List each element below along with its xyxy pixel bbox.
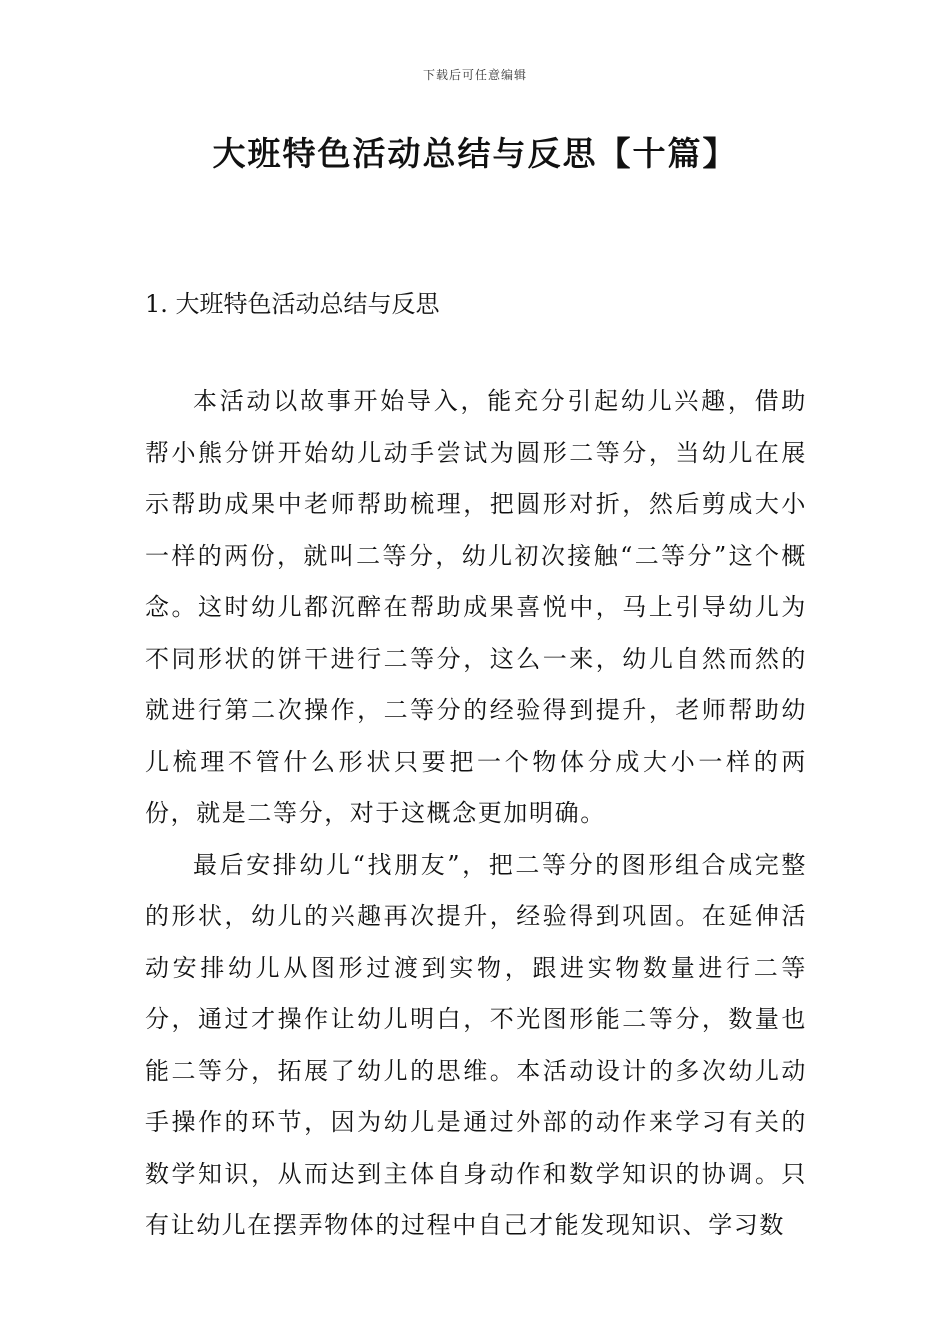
document-title: 大班特色活动总结与反思【十篇】 bbox=[212, 134, 738, 173]
body-text bbox=[145, 376, 807, 1252]
header-note: 下载后可任意编辑 bbox=[422, 68, 527, 82]
section-heading: 1. 大班特色活动总结与反思 bbox=[145, 290, 440, 318]
paragraph-1: 本活动以故事开始导入，能充分引起幼儿兴趣，借助帮小熊分饼开始幼儿动手尝试为圆形二等分，当幼儿在展示帮助成果中老师帮助梳理，把圆形对折，然后剪成大小一样的两份，就叫二等分，幼儿初次接触“二等分”这个概念。这时幼儿都沉醉在帮助成果喜悦中，马上引导幼儿为不同形状的饼干进行二等分，这么一来，幼儿自然而然的就进行第二次操作，二等分的经验得到提升，老师帮助幼儿梳理不管什么形状只要把一个物体分成大小一样的两份，就是二等分，对于这概念更加明确。 bbox=[145, 387, 807, 827]
paragraph-2: 最后安排幼儿“找朋友”，把二等分的图形组合成完整的形状，幼儿的兴趣再次提升，经验得到巩固。在延伸活动安排幼儿从图形过渡到实物，跟进实物数量进行二等分，通过才操作让幼儿明白，不光图形能二等分，数量也能二等分，拓展了幼儿的思维。本活动设计的多次幼儿动手操作的环节，因为幼儿是通过外部的动作来学习有关的数学知识，从而达到主体自身动作和数学知识的协调。只有让幼儿在摆弄物体的过程中自己才能发现知识、学习数 bbox=[145, 850, 807, 1239]
